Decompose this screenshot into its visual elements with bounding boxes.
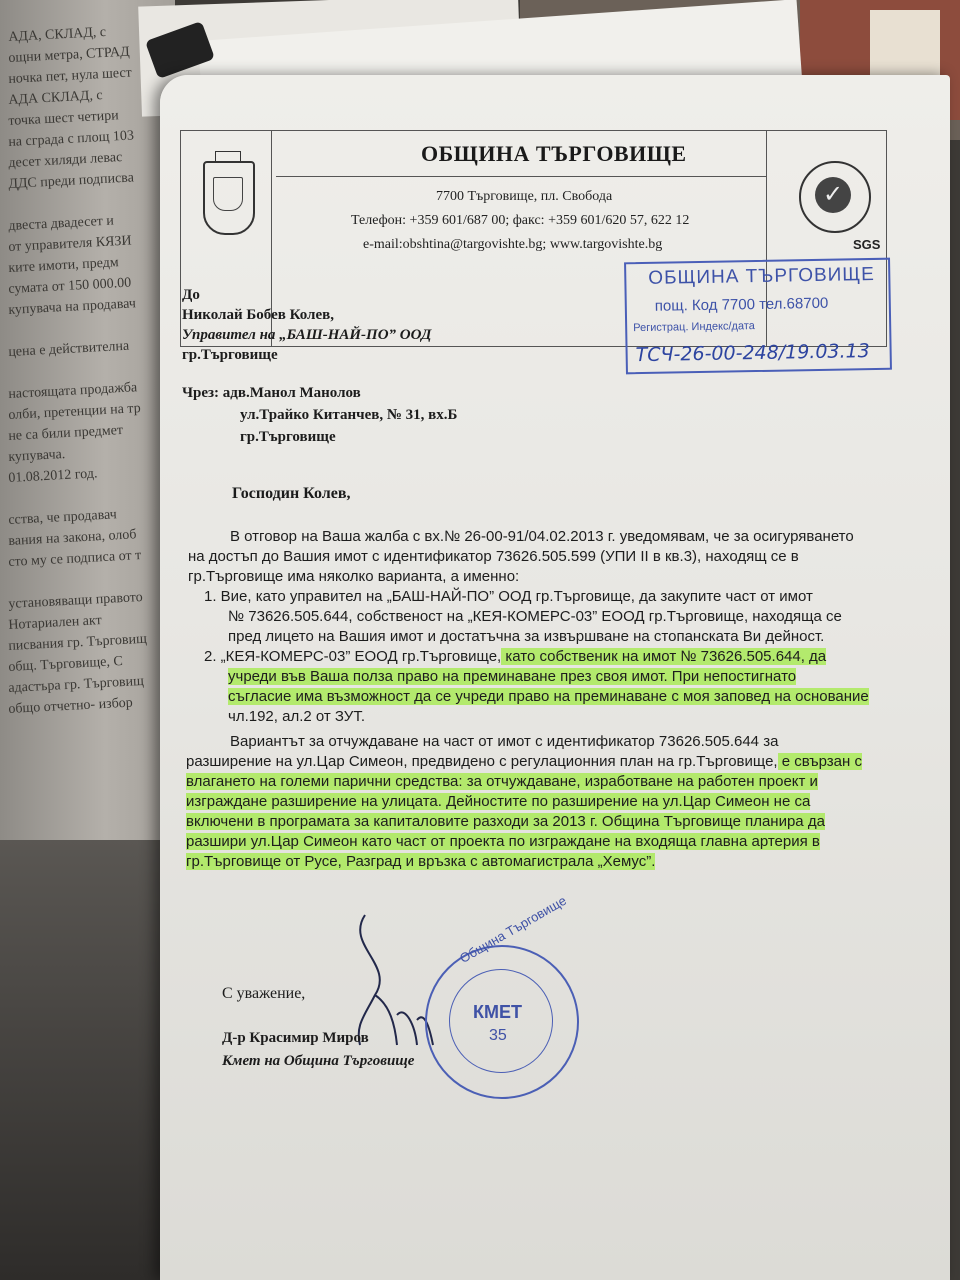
underlying-page-line: АДА, СКЛАД, с bbox=[8, 24, 107, 45]
letter-page bbox=[160, 75, 950, 1280]
underlying-document-page bbox=[0, 0, 175, 1280]
check-icon: ✓ bbox=[815, 177, 851, 213]
org-address: 7700 Търговище, пл. Свобода bbox=[436, 189, 613, 204]
underlying-page-line: АДА СКЛАД, с bbox=[8, 88, 103, 108]
recipient-to: До bbox=[182, 287, 200, 303]
recipient-via-city: гр.Търговище bbox=[240, 429, 336, 445]
stamp-line: ОБЩИНА ТЪРГОВИЩЕ bbox=[648, 263, 876, 289]
underlying-page-line: сто му се подписа от т bbox=[8, 548, 142, 570]
underlying-page-line: ощни метра, СТРАД bbox=[8, 44, 131, 66]
recipient-role: Управител на „БАШ-НАЙ-ПО” ООД bbox=[182, 327, 432, 343]
highlighted-text: изграждане разширение на улицата. Дейностите по разширение на ул.Цар Симеон не са bbox=[186, 793, 811, 810]
highlighted-text: като собственик на имот № 73626.505.644, да bbox=[501, 648, 827, 665]
crest-shield bbox=[213, 177, 243, 211]
highlighted-text: съгласие има възможност да се учреди право на преминаване с моя заповед на основание bbox=[228, 688, 869, 705]
signer-title: Кмет на Община Търговище bbox=[222, 1053, 415, 1069]
body-text: чл.192, ал.2 от ЗУТ. bbox=[228, 708, 366, 725]
underlying-page-line: двеста двадесет и bbox=[8, 213, 115, 234]
underlying-page-line: ките имоти, предм bbox=[8, 255, 120, 276]
cert-label: SGS bbox=[853, 237, 881, 252]
org-title: ОБЩИНА ТЪРГОВИЩЕ bbox=[421, 141, 687, 166]
body-text-part: разширение на ул.Цар Симеон, предвидено с регулационния план на гр.Търговище, bbox=[186, 753, 778, 770]
crest-crown bbox=[215, 151, 241, 162]
recipient-name: Николай Бобев Колев, bbox=[182, 307, 334, 323]
body-text: Вариантът за отчуждаване на част от имот с идентификатор 73626.505.644 за bbox=[230, 733, 779, 750]
highlighted-text: включени в програмата за капиталовите разходи за 2013 г. Община Търговище планира да bbox=[186, 813, 825, 830]
signer-name: Д-р Красимир Миров bbox=[222, 1030, 369, 1046]
underlying-page-line: адастъра гр. Търговищ bbox=[8, 673, 145, 696]
salutation: Господин Колев, bbox=[232, 485, 351, 502]
underlying-page-line: писвания гр. Търговищ bbox=[8, 631, 148, 654]
underlying-page-line: не са били предмет bbox=[8, 422, 124, 444]
body-text bbox=[186, 753, 862, 770]
seal-ring-text: Община Търговище bbox=[457, 892, 569, 966]
stamp-line: пощ. Код 7700 тел.68700 bbox=[654, 294, 829, 315]
stamp-line: Регистрац. Индекс/дата bbox=[633, 320, 755, 335]
org-email-web: e-mail:obshtina@targovishte.bg; www.targovishte.bg bbox=[363, 237, 663, 252]
org-phone: Телефон: +359 601/687 00; факс: +359 601/620 57, 622 12 bbox=[351, 213, 690, 228]
underlying-page-line: цена е действителна bbox=[8, 338, 130, 360]
underlying-page-line: олби, претенции на тр bbox=[8, 401, 142, 423]
underlying-page-line: на сграда с площ 103 bbox=[8, 128, 135, 150]
underlying-page-line: сумата от 150 000.00 bbox=[8, 275, 132, 297]
list-item-2 bbox=[204, 648, 826, 665]
underlying-page-line: от управителя КЯЗИ bbox=[8, 233, 132, 255]
underlying-page-line: точка шест четири bbox=[8, 108, 120, 129]
underlying-page-line: вания на закона, олоб bbox=[8, 527, 137, 549]
iso-certification-icon bbox=[799, 161, 871, 233]
body-text: гр.Търговище има няколко варианта, а именно: bbox=[188, 568, 520, 585]
underlying-page-line: купувача. bbox=[8, 447, 66, 465]
underlying-page-line: Нотариален акт bbox=[8, 613, 103, 633]
stamp-reg-number: ТСЧ-26-00-248/19.03.13 bbox=[635, 340, 870, 367]
highlighted-text: влагането на големи парични средства: за отчуждаване, изработване на работен проект и bbox=[186, 773, 818, 790]
list-item-2-text: 2. „КЕЯ-КОМЕРС-03” ЕООД гр.Търговище, bbox=[204, 648, 502, 665]
underlying-page-line: ДДС преди подписва bbox=[8, 170, 135, 192]
recipient-street: ул.Трайко Китанчев, № 31, вх.Б bbox=[240, 407, 458, 423]
highlighted-text: гр.Търговище от Русе, Разград и връзка с автомагистрала „Хемус”. bbox=[186, 853, 656, 870]
seal-center-text: КМЕТ bbox=[473, 1002, 522, 1022]
list-item-1: 1. Вие, като управител на „БАШ-НАЙ-ПО” ООД гр.Търговище, да закупите част от имот bbox=[204, 588, 813, 605]
body-text: В отговор на Ваша жалба с вх.№ 26-00-91/04.02.2013 г. уведомявам, че за осигуряването bbox=[230, 528, 854, 545]
underlying-page-line: общо отчетно- избор bbox=[8, 695, 134, 717]
recipient-via: Чрез: адв.Манол Манолов bbox=[182, 385, 361, 401]
underlying-page-line: установяващи правото bbox=[8, 589, 144, 612]
page-shadow bbox=[0, 840, 175, 1280]
coat-of-arms-icon bbox=[203, 161, 255, 235]
recipient-city: гр.Търговище bbox=[182, 347, 278, 363]
underlying-page-line: общ. Търговище, С bbox=[8, 654, 124, 675]
underlying-page-line: сства, че продавач bbox=[8, 507, 118, 528]
list-item-1: № 73626.505.644, собственост на „КЕЯ-КОМЕРС-03” ЕООД гр.Търговище, находяща се bbox=[228, 608, 842, 625]
seal-number: 35 bbox=[489, 1027, 507, 1044]
underlying-page-line: ночка пет, нула шест bbox=[8, 65, 133, 87]
official-seal bbox=[425, 892, 579, 1099]
underlying-page-line: купувача на продавач bbox=[8, 296, 137, 318]
highlighted-text: учреди във Ваша полза право на преминаване през своя имот. При непостигнато bbox=[228, 668, 797, 685]
underlying-page-line: десет хиляди левас bbox=[8, 150, 123, 171]
highlighted-text: е свързан с bbox=[777, 753, 862, 770]
list-item-1: пред лицето на Вашия имот и достатъчна за извършване на стопанската Ви дейност. bbox=[228, 628, 825, 645]
underlying-page-line: 01.08.2012 год. bbox=[8, 466, 98, 486]
closing-greeting: С уважение, bbox=[222, 985, 306, 1002]
letterhead-rule bbox=[276, 176, 766, 177]
highlighted-text: разшири ул.Цар Симеон като част от проекта по изграждане на входяща главна артерия в bbox=[186, 833, 820, 850]
registration-stamp bbox=[624, 258, 892, 375]
underlying-page-line: настоящата продажба bbox=[8, 380, 138, 402]
body-text: на достъп до Вашия имот с идентификатор 73626.505.599 (УПИ II в кв.3), находящ се в bbox=[188, 548, 799, 565]
